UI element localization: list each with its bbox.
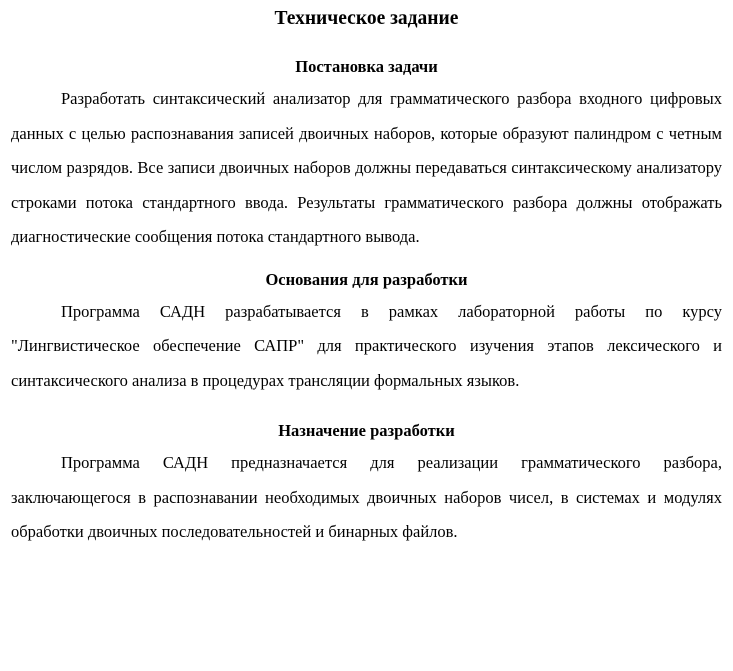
section-development-basis: [11, 269, 722, 399]
section-paragraph: Разработать синтаксический анализатор для грамматического разбора входного цифровых данных с целью распознавания записей двоичных наборов, которые образуют палиндром с четным числом разрядов. Все записи двоичных наборов должны передаваться синтаксическому анализатору строками потока стандартного ввода. Результаты грамматического разбора должны отображать диагностические сообщения потока стандартного вывода.: [11, 89, 722, 246]
section-heading: Постановка задачи: [295, 57, 438, 76]
section-heading: Основания для разработки: [265, 269, 468, 289]
section-development-purpose: [11, 420, 722, 550]
section-problem-statement: [11, 56, 722, 255]
section-paragraph: Программа САДН предназначается для реализации грамматического разбора, заключающегося в распознавании необходимых двоичных наборов чисел, в системах и модулях обработки двоичных последовательностей и бинарных файлов.: [11, 453, 722, 541]
section-heading: Назначение разработки: [278, 421, 455, 440]
document-title: Техническое задание: [274, 8, 459, 29]
section-paragraph: Программа САДН разрабатывается в рамках лабораторной работы по курсу "Лингвистическое обеспечение САПР" для практического изучения этапов лексического и синтаксического анализа в процедурах трансляции формальных языков.: [11, 301, 722, 390]
